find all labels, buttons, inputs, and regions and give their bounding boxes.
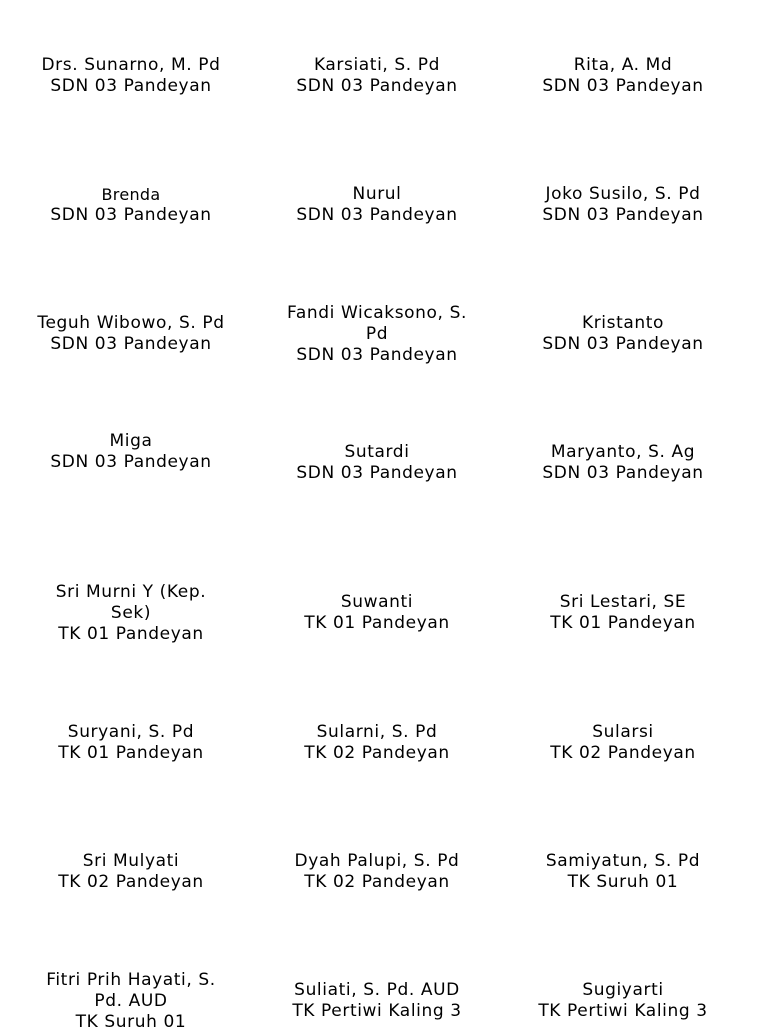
label-name: Suliati, S. Pd. AUD — [294, 980, 460, 1000]
address-label — [254, 442, 500, 484]
label-school: TK Pertiwi Kaling 3 — [538, 1001, 708, 1021]
label-school: SDN 03 Pandeyan — [50, 334, 212, 354]
label-school: TK 02 Pandeyan — [304, 743, 450, 763]
address-label — [254, 722, 500, 764]
label-name: Sri Lestari, SE — [559, 592, 687, 612]
address-label — [8, 722, 254, 764]
label-school: SDN 03 Pandeyan — [50, 205, 212, 225]
label-name: Dyah Palupi, S. Pd — [294, 851, 460, 871]
address-label — [500, 313, 746, 355]
label-school: SDN 03 Pandeyan — [50, 76, 212, 96]
label-name-cont: Pd — [365, 324, 389, 344]
address-label — [500, 184, 746, 226]
label-name: Joko Susilo, S. Pd — [545, 184, 701, 204]
label-name: Sri Mulyati — [82, 851, 180, 871]
label-school: TK 02 Pandeyan — [58, 872, 204, 892]
address-label — [254, 303, 500, 366]
address-label — [254, 184, 500, 226]
label-name: Sularsi — [592, 722, 654, 742]
address-label — [500, 55, 746, 97]
address-label — [8, 582, 254, 645]
label-name-cont: Pd. AUD — [94, 991, 168, 1011]
address-label — [8, 184, 254, 226]
label-school: SDN 03 Pandeyan — [296, 76, 458, 96]
address-label — [254, 55, 500, 97]
label-school: TK Pertiwi Kaling 3 — [292, 1001, 462, 1021]
label-school: TK 01 Pandeyan — [304, 613, 450, 633]
label-name: Miga — [109, 431, 153, 451]
address-label — [254, 980, 500, 1022]
label-name: Rita, A. Md — [573, 55, 673, 75]
address-label — [500, 592, 746, 634]
label-name: Nurul — [352, 184, 402, 204]
label-name: Drs. Sunarno, M. Pd — [41, 55, 221, 75]
label-school: SDN 03 Pandeyan — [50, 452, 212, 472]
label-name: Sugiyarti — [582, 980, 664, 1000]
address-label — [8, 851, 254, 893]
address-label — [500, 722, 746, 764]
label-school: SDN 03 Pandeyan — [296, 205, 458, 225]
address-label — [500, 851, 746, 893]
label-name: Suwanti — [340, 592, 414, 612]
label-school: TK 02 Pandeyan — [550, 743, 696, 763]
label-name: Kristanto — [581, 313, 665, 333]
label-name: Sularni, S. Pd — [316, 722, 438, 742]
label-school: TK Suruh 01 — [75, 1012, 187, 1032]
address-label — [500, 980, 746, 1022]
label-school: TK 01 Pandeyan — [550, 613, 696, 633]
label-name: Samiyatun, S. Pd — [545, 851, 701, 871]
label-grid — [8, 0, 746, 1032]
address-label — [254, 592, 500, 634]
label-school: TK Suruh 01 — [567, 872, 679, 892]
label-name: Fandi Wicaksono, S. — [287, 303, 467, 323]
label-school: SDN 03 Pandeyan — [542, 463, 704, 483]
label-school: SDN 03 Pandeyan — [542, 76, 704, 96]
address-label — [254, 851, 500, 893]
address-label — [500, 442, 746, 484]
label-name: Karsiati, S. Pd — [313, 55, 441, 75]
label-name: Fitri Prih Hayati, S. — [46, 970, 216, 990]
address-label — [8, 313, 254, 355]
label-name: Suryani, S. Pd — [67, 722, 195, 742]
address-label — [8, 55, 254, 97]
label-school: SDN 03 Pandeyan — [542, 205, 704, 225]
label-name: Teguh Wibowo, S. Pd — [37, 313, 225, 333]
label-name: Brenda — [101, 185, 161, 204]
label-name: Sutardi — [344, 442, 410, 462]
label-school: TK 01 Pandeyan — [58, 743, 204, 763]
label-school: TK 02 Pandeyan — [304, 872, 450, 892]
label-name: Sri Murni Y (Kep. — [55, 582, 207, 602]
label-school: TK 01 Pandeyan — [58, 624, 204, 644]
label-name: Maryanto, S. Ag — [550, 442, 696, 462]
address-label — [8, 431, 254, 473]
label-school: SDN 03 Pandeyan — [296, 463, 458, 483]
label-school: SDN 03 Pandeyan — [542, 334, 704, 354]
label-school: SDN 03 Pandeyan — [296, 345, 458, 365]
label-name-cont: Sek) — [110, 603, 152, 623]
